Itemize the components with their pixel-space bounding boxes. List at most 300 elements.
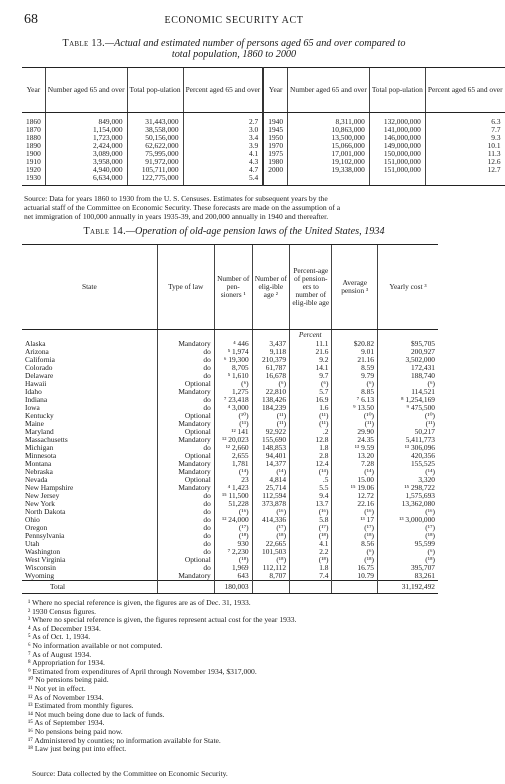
table14-cell: (¹⁴) [290,468,332,476]
table14-column-header: Number of elig-ible age ² [252,245,289,330]
table14-cell: Optional [157,452,214,460]
state-name: New York [25,499,55,508]
table14-cell: do [157,524,214,532]
table14-cell: 9.2 [290,356,332,364]
table14-row [22,564,438,572]
table14-cell: 12.72 [332,492,378,500]
table14-units-row [22,330,438,341]
table13-cell: 3.9 [183,142,263,150]
table14-cell: 23 [214,476,252,484]
table13-cell: 1945 [263,126,287,134]
table13-cell: 2000 [263,166,287,174]
table13-column-header: Total pop-ulation [369,68,425,113]
total-cell [290,581,332,594]
table13-cell: 3.4 [183,134,263,142]
table14-cell: 9.7 [290,372,332,380]
table14-cell: 22.16 [332,500,378,508]
table13-cell: 12.6 [425,158,504,166]
total-cell: 180,003 [214,581,252,594]
table13-cell: 91,972,000 [127,158,183,166]
table14-row [22,356,438,364]
table14-cell: (¹⁶) [214,508,252,516]
table14-cell: 16.9 [290,396,332,404]
footnote: ¹² As of November 1934. [28,692,104,702]
table13-source-line: actuarial staff of the Committee on Economic Security. These forecasts are made on the assumption of a [24,203,341,212]
table14-column-header: Type of law [157,245,214,330]
table14-cell: 95,599 [378,540,438,548]
state-name: Washington [25,547,61,556]
running-title: ECONOMIC SECURITY ACT [164,15,304,26]
table14-cell: Mandatory [157,572,214,581]
table13-column-header: Year [22,68,45,113]
table14-cell: 13,362,080 [378,500,438,508]
table14-cell: Mandatory [157,388,214,396]
table14-cell: 13.20 [332,452,378,460]
footnote: ¹⁴ Not much being done due to lack of funds. [28,709,165,719]
table14-cell: do [157,356,214,364]
table13-label: Table 13. [62,38,106,49]
footnote: ¹⁶ No pensions being paid now. [28,726,123,736]
table14-cell: 16,678 [252,372,289,380]
table14-cell: Mandatory [157,340,214,348]
table13-column-header: Number aged 65 and over [288,68,370,113]
table13-cell: 1930 [22,174,45,186]
page-header [24,12,444,28]
footnote: ⁴ As of December 1934. [28,623,101,633]
table14-cell: Optional [157,476,214,484]
table14-row [22,548,438,556]
state-name: Wyoming [25,571,55,580]
table14-cell: 5,411,773 [378,436,438,444]
table14-cell: (¹⁰) [332,412,378,420]
table14-cell: 2.8 [290,452,332,460]
table14-cell: 25,714 [252,484,289,492]
table14-cell: 14.1 [290,364,332,372]
table14-cell: Mandatory [157,436,214,444]
table14-cell: do [157,548,214,556]
state-name: Utah [25,539,40,548]
table13-cell: 1860 [26,117,41,126]
table14-cell: (¹¹) [252,420,289,428]
table14-cell: 1,781 [214,460,252,468]
table14-cell: (¹⁴) [378,468,438,476]
table14-cell: Mandatory [157,460,214,468]
table14-cell: 1.8 [290,444,332,452]
table13-caption [24,38,444,60]
table14-row [22,372,438,380]
state-name: New Hampshire [25,483,74,492]
table14-column-header: Yearly cost ³ [378,245,438,330]
table13-cell: 17,001,000 [288,150,370,158]
table14-cell: do [157,372,214,380]
table14-cell: ¹³ 306,096 [378,444,438,452]
table14-cell: ⁹ 475,500 [378,404,438,412]
table13-cell: 150,000,000 [369,150,425,158]
table14-row [22,468,438,476]
table13-cell: 1900 [26,149,41,158]
table14-cell: 92,922 [252,428,289,436]
table14-cell: Optional [157,380,214,388]
footnote: ¹ Where no special reference is given, the figures are as of Dec. 31, 1933. [28,598,251,607]
table14-cell: ⁷ 6.13 [332,396,378,404]
table14-cell: 2.2 [290,548,332,556]
table13-source-line: net immigration of 100,000 annually in years 1935-39, and 200,000 annually in 1940 and thereafter. [24,212,329,221]
table13-cell: 1950 [263,134,287,142]
table14-cell: (¹⁶) [252,508,289,516]
table13-cell: 105,711,000 [127,166,183,174]
table14-cell: ⁶ 19,300 [214,356,252,364]
table14-cell: 1.8 [290,564,332,572]
table14-cell: (¹⁷) [252,524,289,532]
table14-row [22,556,438,564]
table13-cell: 19,102,000 [288,158,370,166]
table14-cell: 7.4 [290,572,332,581]
percent-unit-label: Percent [290,330,332,341]
table13-cell: 50,156,000 [127,134,183,142]
table14-cell: 8.56 [332,540,378,548]
table14-cell: (⁶) [378,548,438,556]
table13-cell: 2,424,000 [45,142,127,150]
table14-cell: 13.7 [290,500,332,508]
table14-row [22,404,438,412]
state-name: Iowa [25,403,40,412]
table13-cell: 1910 [26,157,41,166]
table14-cell: Optional [157,428,214,436]
table14-caption [24,226,444,237]
table14-caption-text: —Operation of old-age pension laws of the United States, 1934 [125,226,385,237]
table13-body [22,113,505,186]
table14-cell: 184,239 [252,404,289,412]
table14-cell: Mandatory [157,468,214,476]
table14-cell: (¹⁸) [214,556,252,564]
table13-column-header: Total pop-ulation [127,68,183,113]
table14-cell: ⁴ 3,000 [214,404,252,412]
state-name: Minnesota [25,451,57,460]
table13-cell: 1890 [26,141,41,150]
footnote: ¹⁰ No pensions being paid. [28,675,109,685]
table14-cell: (⁶) [332,380,378,388]
table14-cell: (¹⁸) [252,556,289,564]
table14-cell: 112,112 [252,564,289,572]
table13-column-header: Percent aged 65 and over [425,68,504,113]
table14-cell: 10.79 [332,572,378,581]
footnote: ¹³ Estimated from monthly figures. [28,701,134,711]
state-name: Nebraska [25,467,53,476]
table13-cell: 3.0 [183,126,263,134]
table13-cell: 1940 [263,113,287,127]
table14-cell: .5 [290,476,332,484]
table14-row [22,500,438,508]
table14-row [22,380,438,388]
table14-column-header: State [22,245,157,330]
footnote: ⁶ No information available or not computed. [28,640,163,650]
table14-cell: 22,810 [252,388,289,396]
table13-row [22,113,505,127]
state-name: Michigan [25,443,54,452]
table14-cell: (¹⁶) [290,508,332,516]
table13-cell: 1880 [26,133,41,142]
state-name: Arizona [25,347,49,356]
table13-cell: 4.3 [183,158,263,166]
table14-cell: (¹¹) [290,412,332,420]
table14-cell: (¹⁴) [252,468,289,476]
table13-cell: 4,940,000 [45,166,127,174]
footnote: ³ Where no special reference is given, the figures represent actual cost for the year 1933. [28,615,297,625]
table14-cell: (¹⁸) [378,556,438,564]
table13-cell: 849,000 [45,113,127,127]
table14-cell: do [157,444,214,452]
state-name: Colorado [25,363,53,372]
table13-cell: 151,000,000 [369,158,425,166]
total-cell [332,581,378,594]
table14-cell: (¹⁷) [332,524,378,532]
table14-row [22,412,438,420]
table14-cell: do [157,500,214,508]
table14-cell: 21.6 [290,348,332,356]
table14-cell: 101,503 [252,548,289,556]
table14-cell: ¹³ 3,000,000 [378,516,438,524]
table13-column-header: Year [263,68,287,113]
table14-column-header: Percent-age of pension-ers to number of elig-ible age [290,245,332,330]
table14-cell: (⁶) [290,380,332,388]
table14-cell: ⁸ 1,254,169 [378,396,438,404]
table14-cell: 51,228 [214,500,252,508]
footnote: ⁵ As of Oct. 1, 1934. [28,632,91,642]
table14-cell: 14,377 [252,460,289,468]
table13-cell: 1970 [263,142,287,150]
table13-cell: 1,154,000 [45,126,127,134]
table14-cell: 12.8 [290,436,332,444]
table13-cell [263,174,287,186]
table14-column-header: Average pension ³ [332,245,378,330]
table14-row [22,420,438,428]
table14-cell: 414,336 [252,516,289,524]
total-label: Total [22,581,157,594]
table14-cell: 5.7 [290,388,332,396]
table14-cell: do [157,348,214,356]
table14-cell: ¹⁵ 11,500 [214,492,252,500]
table13-cell: 5.4 [183,174,263,186]
table13-cell: 38,558,000 [127,126,183,134]
table13-column-header: Percent aged 65 and over [183,68,263,113]
table14-cell: (¹⁰) [378,412,438,420]
footnote: ¹⁷ Administered by counties; no information available for State. [28,735,221,745]
table14-cell: 24.35 [332,436,378,444]
table14-label: Table 14. [83,226,126,237]
footnote: ⁷ As of August 1934. [28,649,92,659]
table14-column-header: Number of pen-sioners ¹ [214,245,252,330]
footnote: ¹¹ Not yet in effect. [28,683,86,693]
table14-cell: .2 [290,428,332,436]
state-name: Maine [25,419,44,428]
table14-cell: 5.8 [290,516,332,524]
table13-cell: 9.3 [425,134,504,142]
footnote: ¹⁸ Law just being put into effect. [28,744,127,754]
table14-cell: ⁷ 23,418 [214,396,252,404]
table14-row [22,516,438,524]
table14-cell: 2,655 [214,452,252,460]
table13-caption-line2: total population, 1860 to 2000 [171,49,297,60]
table14-cell: (¹⁸) [378,532,438,540]
table13-cell: 8,311,000 [288,113,370,127]
table14-cell: 188,740 [378,372,438,380]
table14-cell: 114,521 [378,388,438,396]
table14-cell: 1,575,693 [378,492,438,500]
state-name: North Dakota [25,507,66,516]
table14-header-row [22,245,438,330]
table13-cell: 6.3 [425,113,504,127]
state-name: Pennsylvania [25,531,65,540]
table14-row [22,452,438,460]
total-cell [157,581,214,594]
table13-cell [288,174,370,186]
table14-cell: (¹¹) [332,420,378,428]
table14-cell: 138,426 [252,396,289,404]
table14-row [22,572,438,581]
table14-cell: 21.16 [332,356,378,364]
table14-cell: do [157,364,214,372]
state-name: Montana [25,459,52,468]
table13-cell: 132,000,000 [369,113,425,127]
table13-header-row [22,68,505,113]
table14-cell: 7.28 [332,460,378,468]
table14-cell: 61,787 [252,364,289,372]
footnotes [28,599,448,754]
state-name: Indiana [25,395,48,404]
table14-cell: 4.1 [290,540,332,548]
table14-cell: (¹⁷) [290,524,332,532]
table14-cell: Optional [157,412,214,420]
table14-cell: 83,261 [378,572,438,581]
table14-cell: ¹² 2,660 [214,444,252,452]
table14-cell: 155,690 [252,436,289,444]
table13-cell: 4.7 [183,166,263,174]
table14-cell: ⁴ 446 [214,340,252,348]
table13-cell: 141,000,000 [369,126,425,134]
table14-cell: (¹⁸) [332,556,378,564]
table13-cell: 6,634,000 [45,174,127,186]
table14-cell: ⁹ 13.50 [332,404,378,412]
table14-cell: (¹⁸) [332,532,378,540]
table14-cell: Mandatory [157,420,214,428]
footnote: ² 1930 Census figures. [28,606,97,616]
table14-cell: ⁵ 1,974 [214,348,252,356]
table14-cell: 4,814 [252,476,289,484]
table14-cell: do [157,508,214,516]
table13-cell [369,174,425,186]
table14-cell: ¹² 141 [214,428,252,436]
table14-total-row [22,581,438,594]
table13-cell: 151,000,000 [369,166,425,174]
table14-cell: 1.6 [290,404,332,412]
table14-cell: 930 [214,540,252,548]
state-name: Maryland [25,427,54,436]
table14-cell: Optional [157,556,214,564]
total-cell: 31,192,492 [378,581,438,594]
table13-cell: 3,089,000 [45,150,127,158]
table14-cell: (¹⁴) [332,468,378,476]
table14-cell: do [157,540,214,548]
page-number: 68 [24,12,38,27]
table14-cell: 94,401 [252,452,289,460]
table13-cell: 3,958,000 [45,158,127,166]
table14-cell: 172,431 [378,364,438,372]
state-name: Idaho [25,387,42,396]
state-name: New Jersey [25,491,60,500]
table14-cell: (¹⁸) [252,532,289,540]
table14-cell: 22,665 [252,540,289,548]
table14-cell: do [157,516,214,524]
table14-cell: 16.75 [332,564,378,572]
table14-cell: ⁷ 2,230 [214,548,252,556]
table14-cell: 1,275 [214,388,252,396]
table14-cell: $20.82 [332,340,378,348]
table13-cell: 13,500,000 [288,134,370,142]
table13-cell: 15,066,000 [288,142,370,150]
table13-cell: 19,338,000 [288,166,370,174]
footnote: ⁸ Appropriation for 1934. [28,658,105,668]
table14-cell: (¹⁸) [214,532,252,540]
table14-cell: 9,118 [252,348,289,356]
table13-column-header: Number aged 65 and over [45,68,127,113]
table14-cell: (¹⁷) [214,524,252,532]
table14-cell: 9.4 [290,492,332,500]
table14-cell: (⁶) [332,548,378,556]
table14-cell: 395,707 [378,564,438,572]
table14-cell: 9.79 [332,372,378,380]
table13-cell: 122,775,000 [127,174,183,186]
table14-source: Source: Data collected by the Committee on Economic Security. [32,769,228,778]
state-name: Massachusetts [25,435,68,444]
table14-cell: 3,502,000 [378,356,438,364]
table13-cell: 31,443,000 [127,113,183,127]
table14-cell: (¹⁷) [378,524,438,532]
table14-cell: 29.90 [332,428,378,436]
table14-cell: 50,217 [378,428,438,436]
table13-cell: 10.1 [425,142,504,150]
table14-cell: 112,594 [252,492,289,500]
table14-cell: 3,320 [378,476,438,484]
state-name: Nevada [25,475,48,484]
table14-cell: 155,525 [378,460,438,468]
table14-cell: Mandatory [157,484,214,492]
table14-cell: (¹¹) [214,420,252,428]
table14-cell: 8.59 [332,364,378,372]
table14-cell: ¹² 24,000 [214,516,252,524]
table13-cell: 1870 [26,125,41,134]
state-name: Delaware [25,371,54,380]
table14-cell: 148,853 [252,444,289,452]
table14-cell: 15.00 [332,476,378,484]
table13-cell: 149,000,000 [369,142,425,150]
table13-cell [425,174,504,186]
table13-row [22,174,505,186]
table14-cell: ¹⁵ 19.06 [332,484,378,492]
state-name: California [25,355,55,364]
table14-cell: (¹⁴) [214,468,252,476]
table13-cell: 1975 [263,150,287,158]
table14-cell: (⁶) [214,380,252,388]
table14-row [22,524,438,532]
table13-cell: 12.7 [425,166,504,174]
table14-body [22,330,438,594]
table14-cell: 8.85 [332,388,378,396]
table13-cell: 75,995,000 [127,150,183,158]
table13-cell: 1,723,000 [45,134,127,142]
total-cell [252,581,289,594]
table14-cell: do [157,404,214,412]
table14-cell: 1,969 [214,564,252,572]
